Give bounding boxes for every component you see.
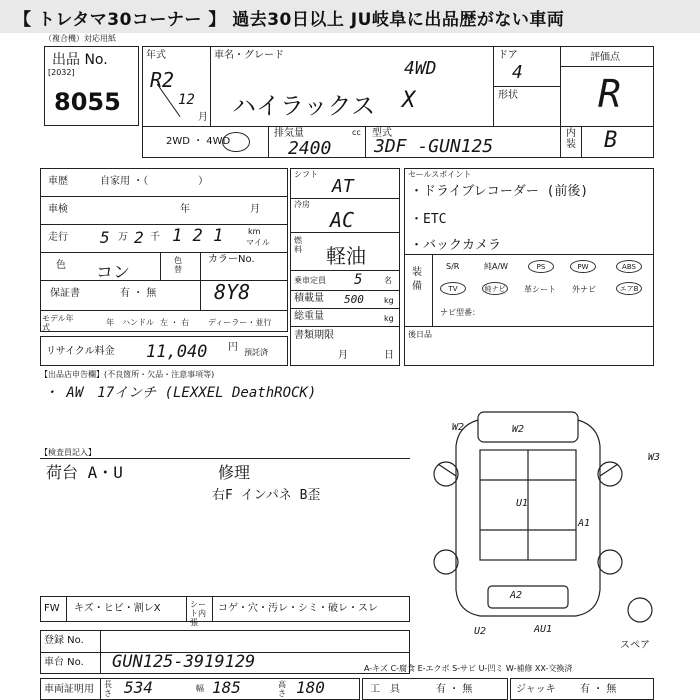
sales-point-2: ・ETC [410, 212, 447, 227]
jack-value: 有 ・ 無 [580, 684, 617, 695]
warranty-label: 保証書 [50, 288, 80, 299]
reg-label: 登録 No. [44, 635, 84, 646]
equip-pw: PW [570, 260, 596, 273]
score-value: R [598, 72, 621, 116]
mileage-unit-mile: マイル [246, 238, 270, 247]
lot-number: 8055 [54, 88, 121, 116]
ac-value: AC [330, 208, 355, 232]
ac-label: 冷房 [294, 200, 310, 209]
gross-unit: kg [384, 314, 394, 323]
warranty-value: 有 ・ 無 [120, 288, 157, 299]
inspector-title: 【検査員記入】 [40, 448, 96, 457]
handle-label: ハンドル [122, 318, 154, 327]
mark-a1: A1 [578, 518, 591, 529]
lot-code: [2032] [48, 68, 75, 77]
disp-unit: cc [352, 128, 361, 137]
history-value: 自家用 ・（ ） [100, 176, 209, 187]
capacity-unit: 名 [384, 276, 392, 285]
disp-label: 排気量 [274, 128, 304, 139]
seat-label: シート内張 [190, 600, 206, 627]
length-value: 534 [124, 678, 153, 697]
mark-w3: W3 [648, 452, 661, 463]
lot-label: 出品 No. [52, 52, 108, 68]
color-change-label: 色替 [174, 256, 182, 274]
doc-label: 書類期限 [294, 330, 334, 341]
mark-w2-top: W2 [512, 424, 525, 435]
shaken-month: 月 [250, 204, 260, 215]
grade: X [402, 88, 416, 113]
equip-navi: 純ナビ [482, 282, 508, 295]
banner-text: 【 トレタマ30コーナー 】 過去30日以上 JU岐阜に出品歴がない車両 [14, 10, 565, 30]
mileage-man: 5 [100, 228, 110, 247]
mark-u1: U1 [516, 498, 529, 509]
height-value: 180 [296, 678, 325, 697]
small-note: （複合機）対応用紙 [44, 34, 116, 43]
mileage-sen-unit: 千 [150, 232, 160, 243]
equip-abs: ABS [616, 260, 642, 273]
width-value: 185 [212, 678, 241, 697]
month-value: 12 [178, 92, 195, 108]
chassis-label: 車台 No. [44, 657, 84, 668]
sales-label: セールスポイント [408, 170, 472, 179]
doors-label: ドア [498, 50, 518, 61]
interior-value: B [604, 128, 618, 153]
fuel-label: 燃料 [294, 236, 302, 254]
year-label: 年式 [146, 50, 166, 61]
sales-point-3: ・バックカメラ [410, 238, 502, 253]
color-value: コン [96, 263, 130, 283]
interior-label: 内装 [566, 128, 576, 150]
mileage-unit-km: km [248, 227, 261, 236]
color-no-value: 8Y8 [214, 280, 251, 304]
fw-items: キズ・ヒビ・割レX [74, 603, 161, 614]
drive-hw: 4WD [404, 58, 437, 79]
equip-ext-navi: 外ナビ [572, 285, 596, 294]
mark-u2: U2 [474, 626, 487, 637]
seat-items: コゲ・穴・汚レ・シミ・破レ・スレ [218, 603, 378, 614]
equip-aw: 純A/W [484, 262, 509, 271]
chassis-value: GUN125-3919129 [112, 652, 256, 672]
inspector-line-2: 修理 [218, 463, 251, 482]
spare-label: スペア [620, 640, 650, 651]
recycle-unit: 円 [228, 342, 238, 353]
mark-a2: A2 [510, 590, 523, 601]
inspector-line-3: 右F インパネ B歪 [212, 488, 321, 503]
tools-label: 工 具 [370, 684, 400, 695]
legend: A-キズ C-腐食 E-エクボ S-サビ U-凹ミ W-補修 XX-交換済 [364, 664, 573, 673]
drive-circle [222, 132, 250, 152]
handle-value: 左 ・ 右 [160, 318, 190, 327]
notes-title: 【出品店申告欄】(不良箇所・欠品・注意事項等) [40, 370, 215, 379]
notes-line: ・ AW 17インチ (LEXXEL DeathROCK) [44, 385, 317, 401]
car-name: ハイラックス [232, 92, 376, 120]
drive-label: 2WD ・ 4WD [166, 136, 231, 147]
model-value: 3DF -GUN125 [374, 136, 494, 157]
mileage-digits: 1 2 1 [172, 226, 224, 246]
equip-ps: PS [528, 260, 554, 273]
capacity-label: 乗車定員 [294, 276, 326, 285]
mark-w2-left: W2 [452, 422, 465, 433]
width-label: 幅 [196, 684, 204, 693]
fw-label: FW [44, 603, 60, 614]
equip-label: 装備 [412, 267, 422, 292]
history-label: 車歴 [48, 176, 68, 187]
model-year-label: モデル年式 [42, 314, 74, 332]
color-label: 色 [56, 260, 66, 271]
equip-leather: 革シート [524, 285, 556, 294]
fuel-value: 軽油 [326, 244, 366, 268]
recycle-note: 預託済 [244, 348, 268, 357]
dealer-label: ディーラー・並行 [208, 318, 272, 327]
doors-value: 4 [512, 62, 523, 83]
shaken-year: 年 [180, 204, 190, 215]
sales-point-1: ・ドライブレコーダー (前後) [410, 184, 589, 199]
equip-sr: S/R [446, 262, 460, 271]
mileage-man-unit: 万 [118, 232, 128, 243]
after-label: 後日品 [408, 330, 432, 339]
shaken-label: 車検 [48, 204, 68, 215]
cert-label: 車両証明用 [44, 684, 94, 695]
disp-value: 2400 [288, 138, 332, 159]
color-no-label: カラーNo. [208, 254, 255, 265]
detail-left-box [40, 168, 288, 332]
length-label: 長さ [104, 680, 112, 698]
name-label: 車名・グレード [214, 50, 284, 61]
mileage-label: 走行 [48, 232, 68, 243]
score-label: 評価点 [590, 52, 620, 63]
mileage-sen: 2 [134, 228, 144, 247]
shift-value: AT [332, 176, 354, 197]
equip-airbag: エアB [616, 282, 642, 295]
load-value: 500 [344, 293, 364, 306]
jack-label: ジャッキ [516, 684, 556, 695]
shift-label: シフト [294, 170, 318, 179]
height-label: 高さ [278, 680, 286, 698]
doc-day: 日 [384, 350, 394, 361]
equip-tv: TV [440, 282, 466, 295]
model-label: 型式 [372, 128, 392, 139]
load-label: 積載量 [294, 293, 324, 304]
shape-label: 形状 [498, 90, 518, 101]
capacity-value: 5 [354, 272, 363, 288]
load-unit: kg [384, 296, 394, 305]
month-unit: 月 [198, 112, 208, 123]
year-value: R2 [150, 68, 175, 92]
tools-value: 有 ・ 無 [436, 684, 473, 695]
mark-au1: AU1 [534, 624, 553, 635]
model-year-unit: 年 [106, 318, 114, 327]
doc-month: 月 [338, 350, 348, 361]
nav-label: ナビ型番： [440, 308, 480, 317]
gross-label: 総重量 [294, 311, 324, 322]
recycle-value: 11,040 [146, 342, 208, 362]
inspector-line-1: 荷台 A・U [46, 463, 123, 482]
recycle-label: リサイクル料金 [46, 346, 115, 357]
